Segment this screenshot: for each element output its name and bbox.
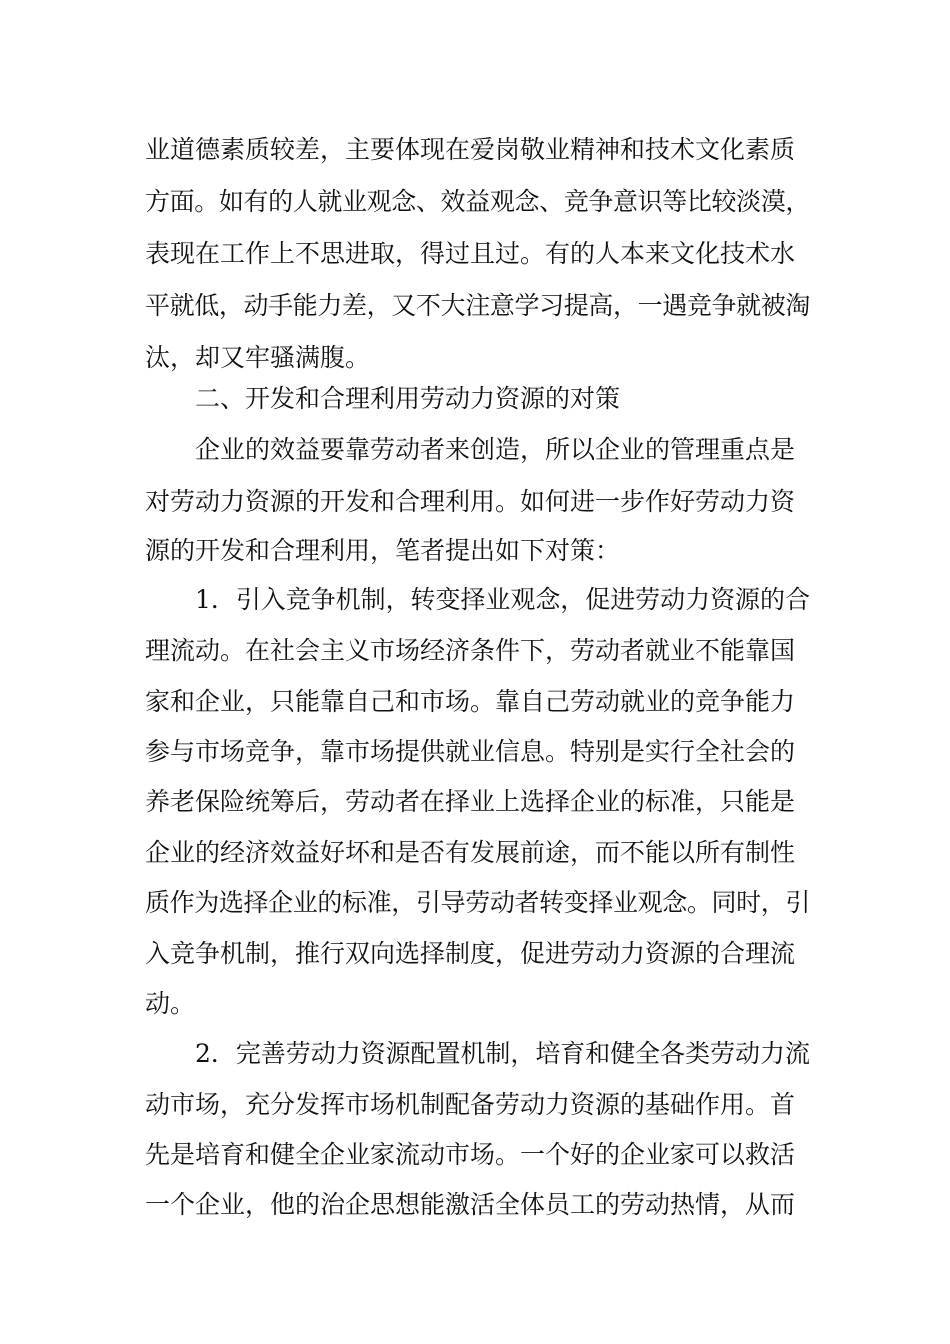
text-line: 1．引入竞争机制，转变择业观念，促进劳动力资源的合 (195, 585, 810, 614)
text-line: 先是培育和健全企业家流动市场。一个好的企业家可以救活 (145, 1140, 796, 1169)
text-line: 入竞争机制，推行双向选择制度，促进劳动力资源的合理流 (145, 939, 796, 968)
text-line: 平就低，动手能力差，又不大注意学习提高，一遇竞争就被淘 (145, 291, 810, 320)
text-line: 表现在工作上不思进取，得过且过。有的人本来文化技术水 (145, 239, 796, 268)
text-line: 质作为选择企业的标准，引导劳动者转变择业观念。同时，引 (145, 888, 810, 917)
text-line: 方面。如有的人就业观念、效益观念、竞争意识等比较淡漠， (145, 187, 810, 216)
text-line: 汰，却又牢骚满腹。 (145, 343, 371, 372)
text-line: 参与市场竞争，靠市场提供就业信息。特别是实行全社会的 (145, 737, 796, 766)
text-line: 企业的经济效益好坏和是否有发展前途，而不能以所有制性 (145, 838, 796, 867)
text-line: 养老保险统筹后，劳动者在择业上选择企业的标准，只能是 (145, 787, 796, 816)
text-line: 源的开发和合理利用，笔者提出如下对策： (145, 536, 621, 565)
text-line: 业道德素质较差，主要体现在爱岗敬业精神和技术文化素质 (145, 135, 796, 164)
text-line: 一个企业，他的治企思想能激活全体员工的劳动热情，从而 (145, 1190, 796, 1219)
text-line: 家和企业，只能靠自己和市场。靠自己劳动就业的竞争能力 (145, 687, 796, 716)
text-line: 企业的效益要靠劳动者来创造，所以企业的管理重点是 (195, 435, 796, 464)
text-line: 2．完善劳动力资源配置机制，培育和健全各类劳动力流 (195, 1039, 810, 1068)
text-line: 动市场，充分发挥市场机制配备劳动力资源的基础作用。首 (145, 1090, 796, 1119)
text-line: 动。 (145, 989, 196, 1018)
text-line: 理流动。在社会主义市场经济条件下，劳动者就业不能靠国 (145, 636, 796, 665)
section-heading: 二、开发和合理利用劳动力资源的对策 (195, 384, 621, 413)
text-line: 对劳动力资源的开发和合理利用。如何进一步作好劳动力资 (145, 487, 796, 516)
